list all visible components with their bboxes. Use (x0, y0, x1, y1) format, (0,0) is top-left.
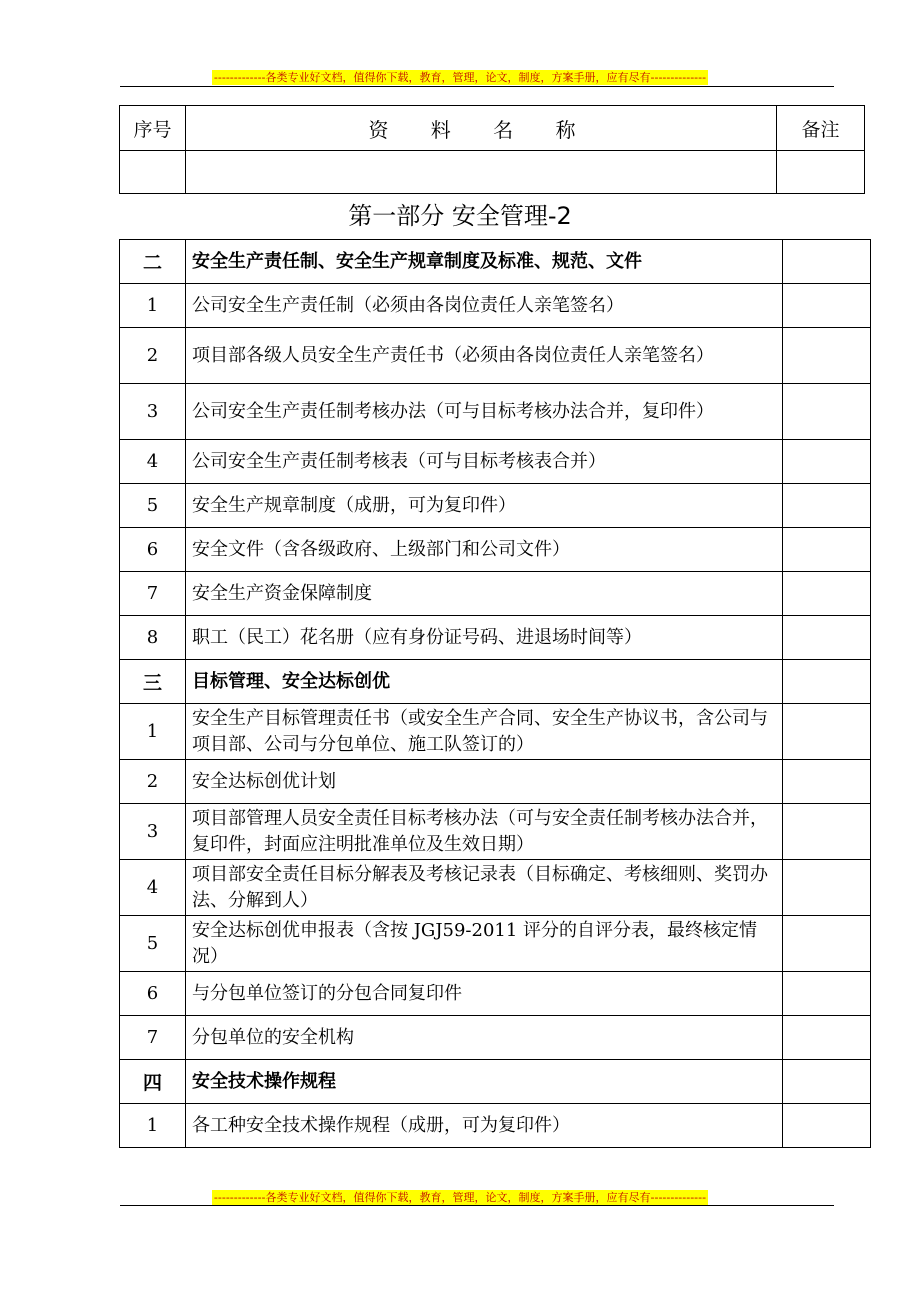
row-number: 二 (120, 240, 186, 284)
bottom-banner (0, 1186, 920, 1205)
row-note (783, 528, 871, 572)
row-note (783, 284, 871, 328)
row-note (783, 1060, 871, 1104)
header-table (119, 105, 865, 194)
row-number: 1 (120, 704, 186, 760)
header-row (120, 106, 865, 151)
row-note (783, 804, 871, 860)
row-name: 公司安全生产责任制考核办法（可与目标考核办法合并，复印件） (186, 384, 783, 440)
table-row (120, 384, 871, 440)
bottom-banner-text: -------------各类专业好文档，值得你下载，教育，管理，论文，制度，方案手册，应有尽有-------------- (213, 1191, 707, 1204)
row-number: 7 (120, 572, 186, 616)
row-name: 项目部管理人员安全责任目标考核办法（可与安全责任制考核办法合并，复印件，封面应注明批准单位及生效日期） (186, 804, 783, 860)
table-row (120, 572, 871, 616)
table-row (120, 804, 871, 860)
row-name: 安全达标创优申报表（含按 JGJ59-2011 评分的自评分表，最终核定情况） (186, 916, 783, 972)
table-row (120, 1104, 871, 1148)
row-note (783, 484, 871, 528)
row-number: 3 (120, 804, 186, 860)
row-note (783, 1016, 871, 1060)
blank-row (120, 151, 865, 194)
row-name: 安全生产责任制、安全生产规章制度及标准、规范、文件 (186, 240, 783, 284)
row-name: 公司安全生产责任制考核表（可与目标考核表合并） (186, 440, 783, 484)
row-number: 1 (120, 1104, 186, 1148)
row-name: 目标管理、安全达标创优 (186, 660, 783, 704)
row-name: 安全生产资金保障制度 (186, 572, 783, 616)
page-title: 第一部分 安全管理-2 (348, 202, 572, 230)
row-number: 7 (120, 1016, 186, 1060)
row-note (783, 660, 871, 704)
row-note (783, 1104, 871, 1148)
row-note (783, 704, 871, 760)
row-note (783, 440, 871, 484)
row-name: 安全生产目标管理责任书（或安全生产合同、安全生产协议书，含公司与项目部、公司与分包单位、施工队签订的） (186, 704, 783, 760)
row-name: 安全生产规章制度（成册，可为复印件） (186, 484, 783, 528)
row-number: 1 (120, 284, 186, 328)
table-row (120, 860, 871, 916)
table-row (120, 916, 871, 972)
row-number: 8 (120, 616, 186, 660)
row-note (783, 972, 871, 1016)
col-note-header: 备注 (777, 106, 865, 151)
row-number: 5 (120, 916, 186, 972)
row-name: 与分包单位签订的分包合同复印件 (186, 972, 783, 1016)
blank-cell (777, 151, 865, 194)
section-row (120, 660, 871, 704)
row-name: 项目部各级人员安全生产责任书（必须由各岗位责任人亲笔签名） (186, 328, 783, 384)
table-row (120, 972, 871, 1016)
row-note (783, 860, 871, 916)
row-number: 5 (120, 484, 186, 528)
row-name: 公司安全生产责任制（必须由各岗位责任人亲笔签名） (186, 284, 783, 328)
top-banner-text: -------------各类专业好文档，值得你下载，教育，管理，论文，制度，方案手册，应有尽有-------------- (213, 71, 707, 84)
row-name: 各工种安全技术操作规程（成册，可为复印件） (186, 1104, 783, 1148)
section-row (120, 240, 871, 284)
row-note (783, 240, 871, 284)
top-banner (0, 66, 920, 85)
table-row (120, 284, 871, 328)
table-row (120, 616, 871, 660)
table-row (120, 328, 871, 384)
col-name-header: 资 料 名 称 (186, 106, 777, 151)
blank-cell (186, 151, 777, 194)
main-table (119, 239, 871, 1148)
row-note (783, 572, 871, 616)
row-number: 6 (120, 972, 186, 1016)
row-number: 三 (120, 660, 186, 704)
table-row (120, 704, 871, 760)
col-no-header: 序号 (120, 106, 186, 151)
row-note (783, 916, 871, 972)
row-name: 项目部安全责任目标分解表及考核记录表（目标确定、考核细则、奖罚办法、分解到人） (186, 860, 783, 916)
table-row (120, 760, 871, 804)
blank-cell (120, 151, 186, 194)
table-row (120, 528, 871, 572)
bottom-rule (120, 1205, 834, 1206)
row-number: 6 (120, 528, 186, 572)
row-note (783, 328, 871, 384)
section-row (120, 1060, 871, 1104)
row-number: 3 (120, 384, 186, 440)
row-number: 4 (120, 440, 186, 484)
table-row (120, 440, 871, 484)
row-number: 2 (120, 328, 186, 384)
row-name: 安全达标创优计划 (186, 760, 783, 804)
row-number: 2 (120, 760, 186, 804)
row-name: 职工（民工）花名册（应有身份证号码、进退场时间等） (186, 616, 783, 660)
top-rule (120, 86, 834, 87)
row-note (783, 384, 871, 440)
table-row (120, 1016, 871, 1060)
row-name: 安全技术操作规程 (186, 1060, 783, 1104)
row-name: 安全文件（含各级政府、上级部门和公司文件） (186, 528, 783, 572)
row-name: 分包单位的安全机构 (186, 1016, 783, 1060)
row-note (783, 616, 871, 660)
row-number: 4 (120, 860, 186, 916)
table-row (120, 484, 871, 528)
row-number: 四 (120, 1060, 186, 1104)
row-note (783, 760, 871, 804)
